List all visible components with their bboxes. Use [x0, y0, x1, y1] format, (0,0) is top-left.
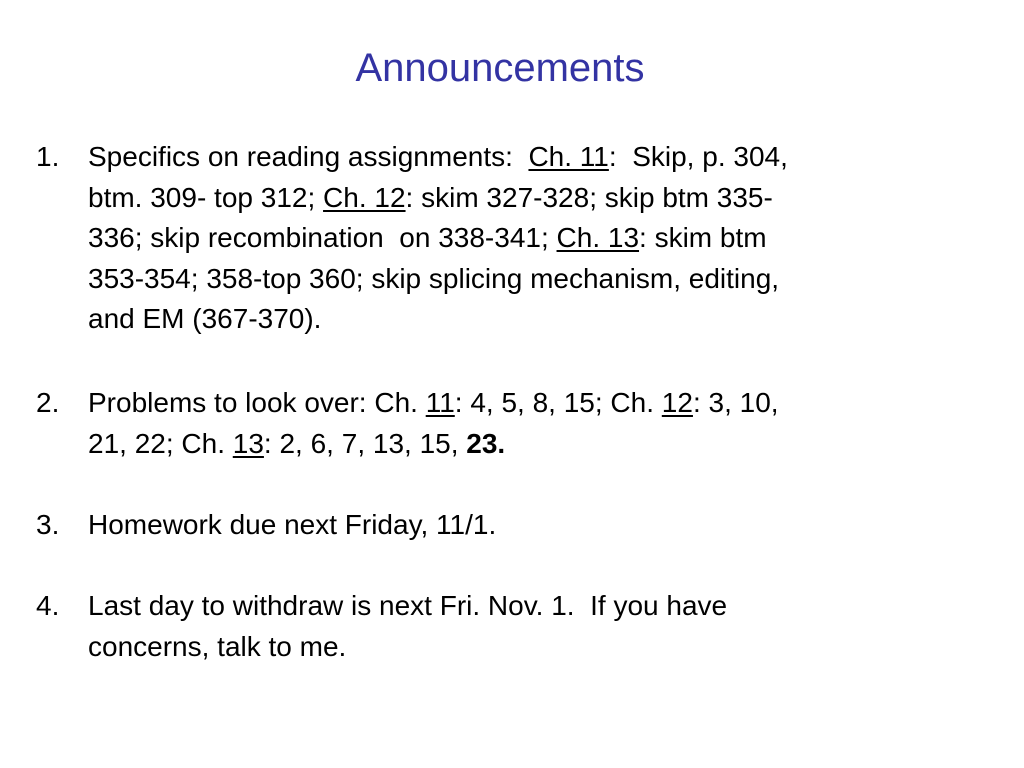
- underlined-text: 11: [425, 387, 455, 418]
- list-item-number: 3.: [36, 509, 60, 540]
- text-run: : skim btm: [639, 222, 767, 253]
- text-line: [88, 383, 968, 424]
- text-run: and EM (367-370).: [88, 303, 322, 334]
- text-line: [88, 424, 968, 465]
- text-line: [88, 586, 968, 627]
- underlined-text: Ch. 11: [528, 141, 609, 172]
- text-line: [88, 259, 968, 300]
- underlined-text: 13: [232, 427, 264, 459]
- list-item-number: 1.: [36, 141, 60, 172]
- text-run: concerns, talk to me.: [88, 630, 347, 662]
- text-run: : Skip, p. 304,: [608, 141, 788, 172]
- text-run: : 2, 6, 7, 13, 15,: [263, 427, 467, 459]
- text-run: : 3, 10,: [692, 387, 779, 418]
- bold-text: 23.: [466, 427, 506, 459]
- list-item-text: [88, 137, 968, 340]
- text-run: Specifics on reading assignments:: [88, 141, 529, 172]
- text-run: Last day to withdraw is next Fri. Nov. 1. If you have: [88, 590, 728, 621]
- text-line: [88, 505, 968, 546]
- slide-title: Announcements: [355, 46, 645, 90]
- text-line: [88, 178, 968, 219]
- text-run: 353-354; 358-top 360; skip splicing mechanism, editing,: [88, 262, 780, 294]
- text-run: : skim 327-328; skip btm 335-: [405, 181, 773, 213]
- underlined-text: Ch. 12: [323, 181, 406, 213]
- text-line: [88, 137, 968, 178]
- text-run: Homework due next Friday, 11/1.: [88, 509, 497, 540]
- text-run: 336; skip recombination on 338-341;: [88, 222, 557, 253]
- list-item-text: [88, 505, 968, 546]
- underlined-text: 12: [661, 387, 693, 418]
- underlined-text: Ch. 13: [556, 222, 640, 253]
- text-run: 21, 22; Ch.: [88, 427, 233, 459]
- list-item-text: [88, 586, 968, 667]
- list-item-text: [88, 383, 968, 464]
- text-line: [88, 218, 968, 259]
- text-line: [88, 299, 968, 340]
- text-line: [88, 627, 968, 668]
- text-run: : 4, 5, 8, 15; Ch.: [454, 387, 662, 418]
- list-item-number: 2.: [36, 387, 60, 418]
- text-run: btm. 309- top 312;: [88, 181, 324, 213]
- text-run: Problems to look over: Ch.: [88, 387, 426, 418]
- list-item-number: 4.: [36, 590, 60, 621]
